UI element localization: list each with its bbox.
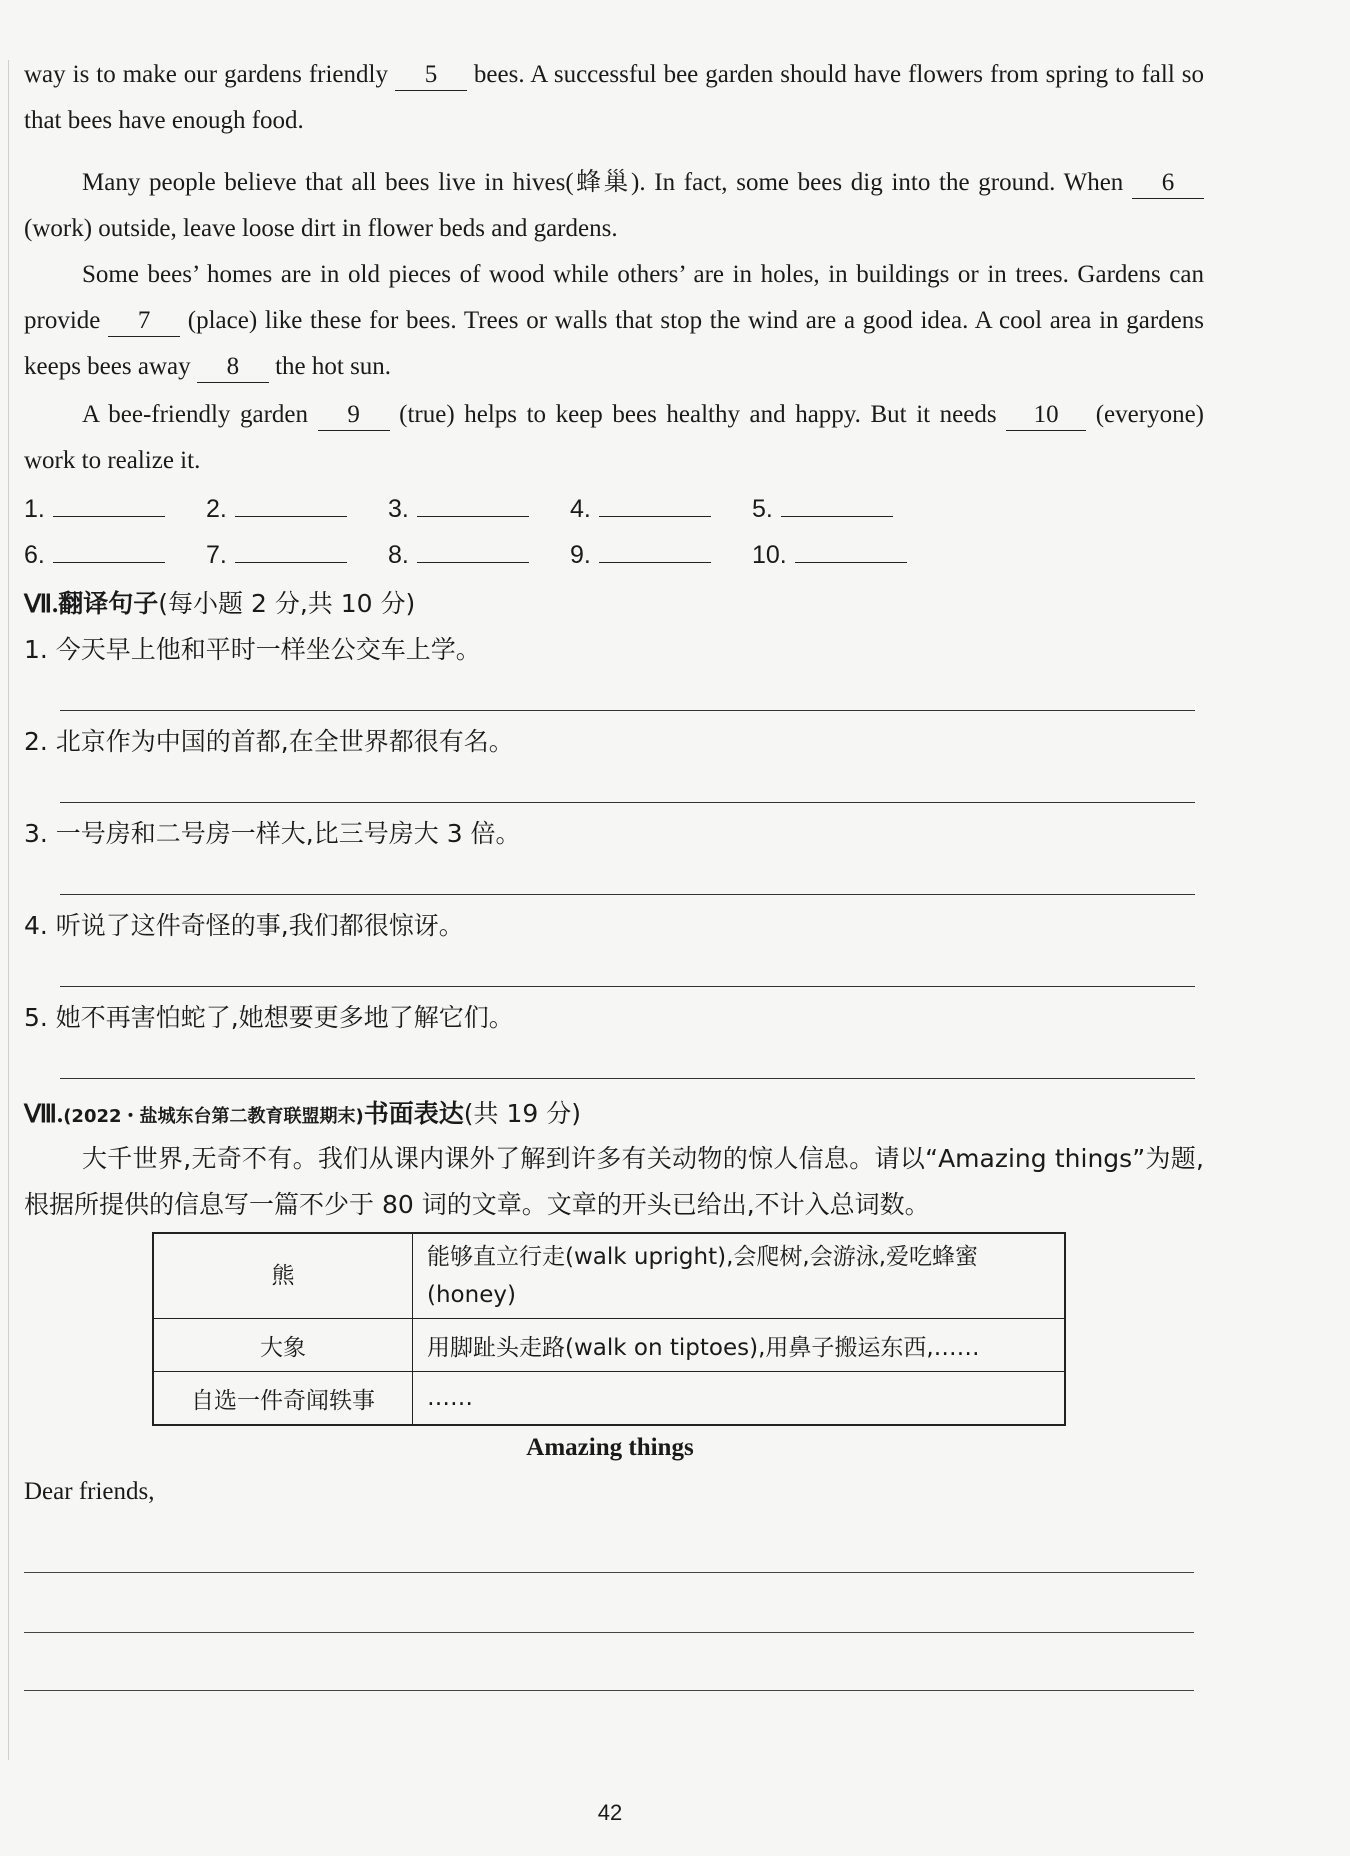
table-value: 能够直立行走(walk upright),会爬树,会游泳,爱吃蜂蜜(honey)	[413, 1233, 1066, 1319]
answer-4[interactable]: 4.	[570, 492, 711, 524]
info-table	[152, 1232, 1066, 1426]
table-key: 自选一件奇闻轶事	[153, 1372, 413, 1426]
page-number: 42	[597, 1800, 623, 1825]
writing-instructions: 大千世界,无奇不有。我们从课内课外了解到许多有关动物的惊人信息。请以“Amazing things”为题,根据所提供的信息写一篇不少于 80 词的文章。文章的开头已给出,不计入总词数。	[24, 1144, 1204, 1219]
passage-paragraph-1: way is to make our gardens friendly 5 bees. A successful bee garden should have flowers from spring to fall so that bees have enough food.	[24, 61, 1204, 134]
section-7-heading: Ⅶ.翻译句子(每小题 2 分,共 10 分)	[24, 589, 416, 618]
essay-line-2[interactable]	[24, 1632, 1194, 1633]
blank-7[interactable]: 7	[108, 306, 180, 337]
passage-paragraph-2: Many people believe that all bees live in hives(蜂巢). In fact, some bees dig into the ground. When 6(work) outside, leave loose dirt in flower beds and gardens.	[24, 160, 1204, 252]
answer-line[interactable]	[599, 538, 711, 563]
translation-item-4: 4. 听说了这件奇怪的事,我们都很惊讶。	[24, 911, 464, 940]
translation-item-2: 2. 北京作为中国的首都,在全世界都很有名。	[24, 727, 514, 756]
essay-line-1[interactable]	[24, 1572, 1194, 1573]
passage-paragraph-3: Some bees’ homes are in old pieces of wood while others’ are in holes, in buildings or in trees. Gardens can provide 7 (place) like these for bees. Trees or walls that stop the wind are a good idea. A cool area in gardens keeps bees away 8 the hot sun.	[24, 252, 1204, 390]
answer-5[interactable]: 5.	[752, 492, 893, 524]
blank-5[interactable]: 5	[395, 60, 467, 91]
blank-6[interactable]: 6	[1132, 168, 1204, 199]
scan-edge	[8, 60, 9, 1760]
answer-line-3[interactable]	[60, 894, 1195, 895]
answer-line[interactable]	[417, 492, 529, 517]
answer-7[interactable]: 7.	[206, 538, 347, 570]
essay-line-3[interactable]	[24, 1690, 1194, 1691]
answer-line[interactable]	[53, 492, 165, 517]
answer-line-5[interactable]	[60, 1078, 1195, 1079]
answer-line[interactable]	[795, 538, 907, 563]
answer-8[interactable]: 8.	[388, 538, 529, 570]
answer-3[interactable]: 3.	[388, 492, 529, 524]
translation-item-1: 1. 今天早上他和平时一样坐公交车上学。	[24, 635, 481, 664]
blank-9[interactable]: 9	[318, 400, 390, 431]
answer-line[interactable]	[53, 538, 165, 563]
essay-title: Amazing things	[526, 1434, 694, 1461]
blank-8[interactable]: 8	[197, 352, 269, 383]
translation-item-3: 3. 一号房和二号房一样大,比三号房大 3 倍。	[24, 819, 521, 848]
answer-line[interactable]	[235, 538, 347, 563]
answer-line[interactable]	[235, 492, 347, 517]
table-row	[153, 1233, 1065, 1319]
answer-line[interactable]	[599, 492, 711, 517]
table-key: 大象	[153, 1319, 413, 1372]
passage-paragraph-4: A bee-friendly garden 9 (true) helps to keep bees healthy and happy. But it needs 10 (everyone) work to realize it.	[24, 401, 1204, 474]
answer-line[interactable]	[417, 538, 529, 563]
answer-line[interactable]	[781, 492, 893, 517]
table-row	[153, 1372, 1065, 1426]
table-value: 用脚趾头走路(walk on tiptoes),用鼻子搬运东西,……	[413, 1319, 1066, 1372]
blank-10[interactable]: 10	[1006, 400, 1086, 431]
essay-greeting: Dear friends,	[24, 1478, 155, 1505]
answer-9[interactable]: 9.	[570, 538, 711, 570]
answer-line-4[interactable]	[60, 986, 1195, 987]
table-row	[153, 1319, 1065, 1372]
answer-line-2[interactable]	[60, 802, 1195, 803]
answer-line-1[interactable]	[60, 710, 1195, 711]
answer-6[interactable]: 6.	[24, 538, 165, 570]
translation-item-5: 5. 她不再害怕蛇了,她想要更多地了解它们。	[24, 1003, 514, 1032]
table-key: 熊	[153, 1233, 413, 1319]
answer-10[interactable]: 10.	[752, 538, 907, 570]
answer-2[interactable]: 2.	[206, 492, 347, 524]
answer-1[interactable]: 1.	[24, 492, 165, 524]
table-value: ……	[413, 1372, 1066, 1426]
section-8-heading: Ⅷ.(2022・盐城东台第二教育联盟期末)书面表达(共 19 分)	[24, 1099, 581, 1128]
